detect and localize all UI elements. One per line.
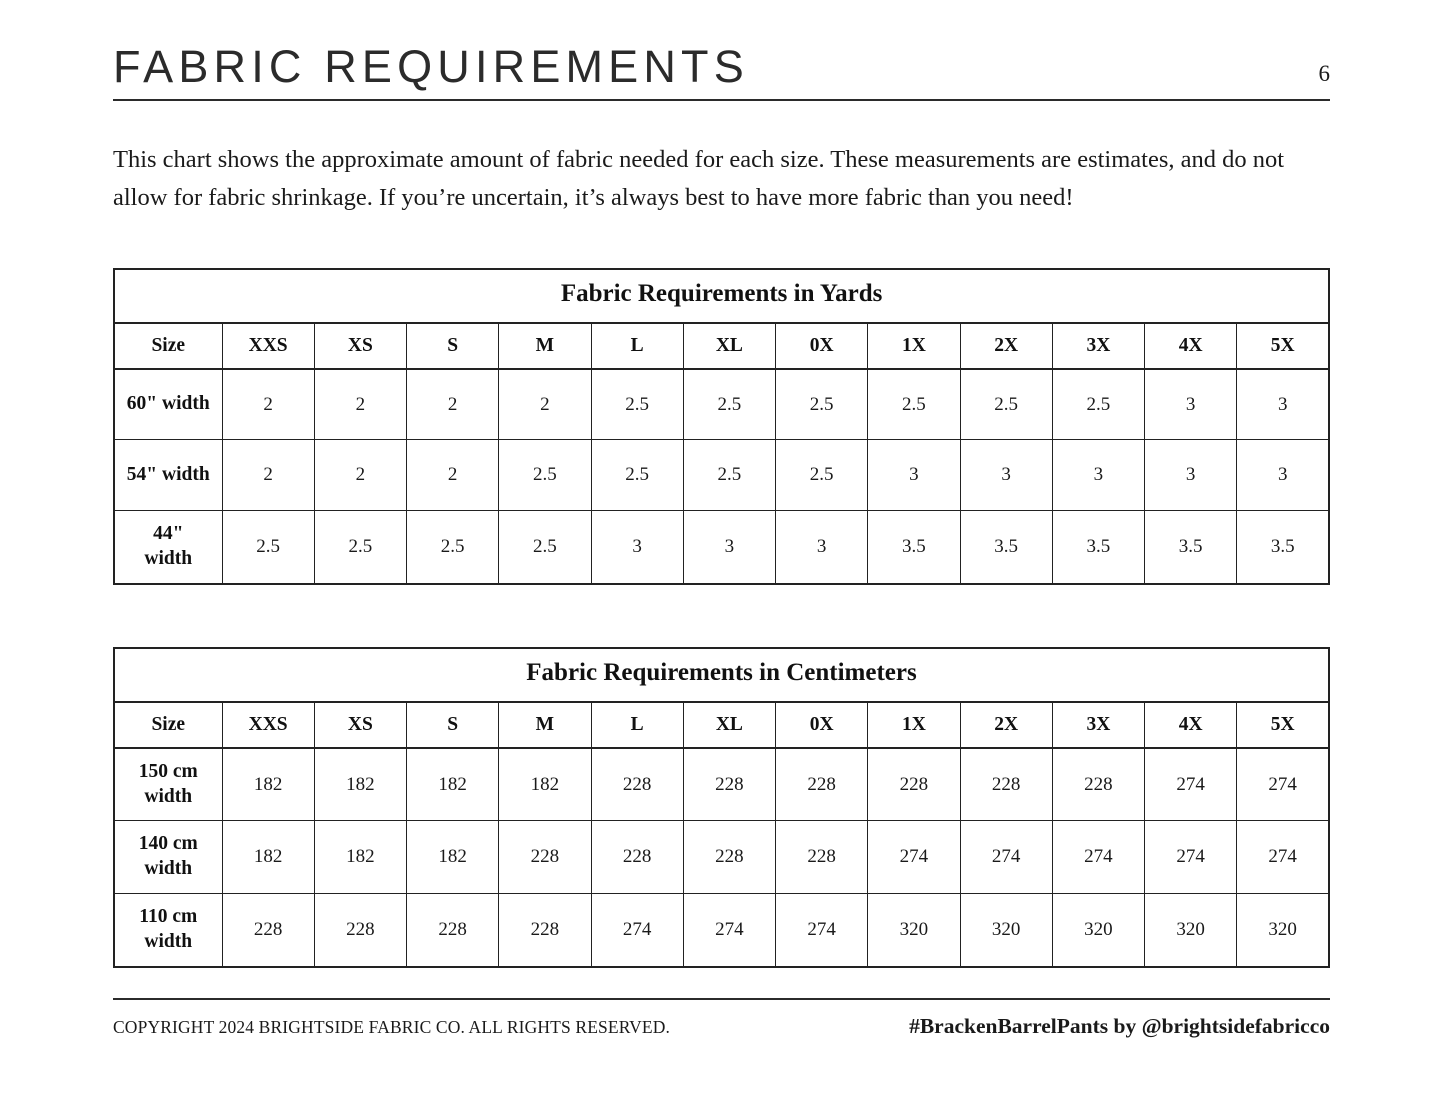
cell-value: 3.5: [1237, 511, 1329, 584]
cell-value: 3: [1052, 440, 1144, 511]
cell-value: 274: [683, 894, 775, 967]
column-header-s: S: [407, 702, 499, 748]
cell-value: 3.5: [1052, 511, 1144, 584]
cell-value: 320: [1237, 894, 1329, 967]
table-title-row: [114, 648, 1329, 702]
row-label-line: 60" width: [126, 393, 210, 415]
table-row: [114, 821, 1329, 894]
table-row: [114, 894, 1329, 967]
column-header-2x: 2X: [960, 702, 1052, 748]
column-header-l: L: [591, 323, 683, 369]
cell-value: 3: [776, 511, 868, 584]
cell-value: 228: [314, 894, 406, 967]
cell-value: 2.5: [499, 440, 591, 511]
column-header-4x: 4X: [1145, 702, 1237, 748]
intro-paragraph: This chart shows the approximate amount of fabric needed for each size. These measurements are estimates, and do not allow for fabric shrinkage. If you’re uncertain, it’s always best to have more fabric than you need!: [113, 146, 1285, 211]
row-label-line: width: [144, 858, 193, 880]
document-page: [113, 0, 1330, 1116]
row-label-54in: [114, 440, 222, 511]
cell-value: 228: [683, 821, 775, 894]
cell-value: 3: [1237, 440, 1329, 511]
cell-value: 2.5: [222, 511, 314, 584]
column-header-2x: 2X: [960, 323, 1052, 369]
cell-value: 2: [314, 440, 406, 511]
cell-value: 3: [1237, 369, 1329, 440]
cell-value: 228: [591, 748, 683, 821]
table-row: [114, 748, 1329, 821]
cell-value: 228: [1052, 748, 1144, 821]
footer-divider: [113, 998, 1330, 1000]
column-header-size: Size: [114, 702, 222, 748]
cell-value: 274: [1145, 748, 1237, 821]
column-header-l: L: [591, 702, 683, 748]
cell-value: 2.5: [314, 511, 406, 584]
column-header-m: M: [499, 323, 591, 369]
row-label-140cm: [114, 821, 222, 894]
cell-value: 228: [499, 821, 591, 894]
row-label-44in: [114, 511, 222, 584]
cell-value: 320: [1052, 894, 1144, 967]
cell-value: 3.5: [960, 511, 1052, 584]
table-title: Fabric Requirements in Yards: [114, 269, 1329, 323]
cell-value: 182: [314, 821, 406, 894]
cell-value: 274: [1052, 821, 1144, 894]
fabric-requirements-yards-table: [113, 268, 1330, 585]
cell-value: 274: [1145, 821, 1237, 894]
cell-value: 228: [868, 748, 960, 821]
column-header-3x: 3X: [1052, 323, 1144, 369]
cell-value: 2.5: [1052, 369, 1144, 440]
copyright-text: COPYRIGHT 2024 BRIGHTSIDE FABRIC CO. ALL RIGHTS RESERVED.: [113, 1017, 671, 1037]
column-header-0x: 0X: [776, 702, 868, 748]
cell-value: 2: [222, 369, 314, 440]
table-header-row: [114, 323, 1329, 369]
table-title-row: [114, 269, 1329, 323]
row-label-line: 140 cm: [138, 833, 198, 855]
cell-value: 228: [776, 748, 868, 821]
cell-value: 2.5: [683, 369, 775, 440]
column-header-1x: 1X: [868, 323, 960, 369]
cell-value: 2.5: [499, 511, 591, 584]
cell-value: 2: [407, 440, 499, 511]
cell-value: 3.5: [868, 511, 960, 584]
cell-value: 182: [407, 821, 499, 894]
column-header-xl: XL: [683, 702, 775, 748]
column-header-3x: 3X: [1052, 702, 1144, 748]
cell-value: 2: [407, 369, 499, 440]
cell-value: 3: [591, 511, 683, 584]
row-label-line: 150 cm: [138, 760, 198, 782]
row-label-150cm: [114, 748, 222, 821]
cell-value: 3: [960, 440, 1052, 511]
cell-value: 2.5: [407, 511, 499, 584]
column-header-xs: XS: [314, 323, 406, 369]
cell-value: 3: [1145, 369, 1237, 440]
column-header-0x: 0X: [776, 323, 868, 369]
table-row: [114, 369, 1329, 440]
cell-value: 3.5: [1145, 511, 1237, 584]
cell-value: 182: [314, 748, 406, 821]
cell-value: 182: [407, 748, 499, 821]
cell-value: 2.5: [960, 369, 1052, 440]
cell-value: 274: [591, 894, 683, 967]
page-number: 6: [1318, 61, 1330, 87]
column-header-m: M: [499, 702, 591, 748]
column-header-4x: 4X: [1145, 323, 1237, 369]
table-row: [114, 511, 1329, 584]
cell-value: 228: [407, 894, 499, 967]
centimeters-table-container: [113, 647, 1330, 968]
cell-value: 274: [1237, 821, 1329, 894]
cell-value: 2.5: [776, 369, 868, 440]
cell-value: 182: [222, 821, 314, 894]
page-header: [113, 0, 1330, 101]
cell-value: 228: [499, 894, 591, 967]
column-header-5x: 5X: [1237, 323, 1329, 369]
cell-value: 274: [868, 821, 960, 894]
cell-value: 320: [1145, 894, 1237, 967]
row-label-line: 44": [153, 523, 184, 545]
fabric-requirements-centimeters-table: [113, 647, 1330, 968]
cell-value: 3: [1145, 440, 1237, 511]
cell-value: 228: [222, 894, 314, 967]
cell-value: 2.5: [683, 440, 775, 511]
cell-value: 2.5: [591, 440, 683, 511]
yards-table-container: [113, 268, 1330, 585]
column-header-s: S: [407, 323, 499, 369]
social-credit-text: #BrackenBarrelPants by @brightsidefabricco: [909, 1014, 1330, 1038]
column-header-xs: XS: [314, 702, 406, 748]
row-label-60in: [114, 369, 222, 440]
cell-value: 274: [776, 894, 868, 967]
column-header-1x: 1X: [868, 702, 960, 748]
row-label-line: 110 cm: [139, 906, 198, 928]
table-row: [114, 440, 1329, 511]
cell-value: 228: [960, 748, 1052, 821]
cell-value: 3: [868, 440, 960, 511]
cell-value: 3: [683, 511, 775, 584]
cell-value: 228: [591, 821, 683, 894]
cell-value: 182: [222, 748, 314, 821]
row-label-110cm: [114, 894, 222, 967]
cell-value: 2.5: [591, 369, 683, 440]
cell-value: 274: [960, 821, 1052, 894]
column-header-xxs: XXS: [222, 323, 314, 369]
header-divider: [113, 99, 1330, 101]
column-header-xl: XL: [683, 323, 775, 369]
table-title: Fabric Requirements in Centimeters: [114, 648, 1329, 702]
footer-content: [113, 1014, 1330, 1039]
cell-value: 2: [222, 440, 314, 511]
page-footer: [113, 998, 1330, 1039]
cell-value: 2: [314, 369, 406, 440]
cell-value: 2.5: [868, 369, 960, 440]
cell-value: 182: [499, 748, 591, 821]
cell-value: 228: [683, 748, 775, 821]
cell-value: 2.5: [776, 440, 868, 511]
page-title: FABRIC REQUIREMENTS: [113, 41, 749, 92]
row-label-line: width: [144, 548, 193, 570]
row-label-line: 54" width: [126, 463, 210, 485]
cell-value: 228: [776, 821, 868, 894]
cell-value: 2: [499, 369, 591, 440]
column-header-xxs: XXS: [222, 702, 314, 748]
row-label-line: width: [144, 931, 193, 953]
table-header-row: [114, 702, 1329, 748]
cell-value: 274: [1237, 748, 1329, 821]
column-header-size: Size: [114, 323, 222, 369]
cell-value: 320: [868, 894, 960, 967]
column-header-5x: 5X: [1237, 702, 1329, 748]
cell-value: 320: [960, 894, 1052, 967]
row-label-line: width: [144, 785, 193, 807]
